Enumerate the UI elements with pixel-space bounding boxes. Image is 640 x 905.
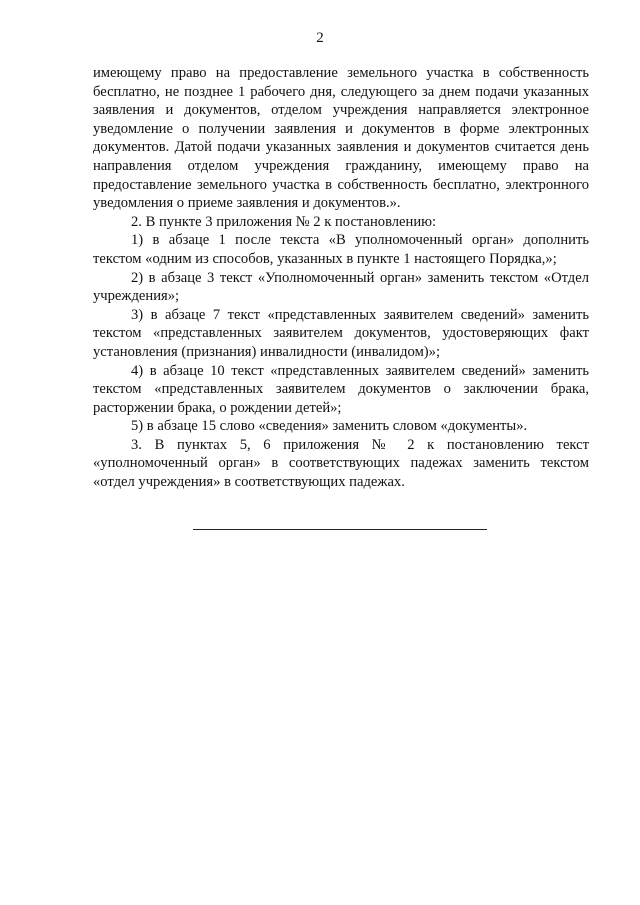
document-body bbox=[93, 64, 589, 492]
paragraph-subitem-4: 4) в абзаце 10 текст «представленных заявителем сведений» заменить текстом «представленных заявителем документов о заключении брака, расторжении брака, о рождении детей»; bbox=[93, 362, 589, 416]
paragraph-continuation: имеющему право на предоставление земельного участка в собственность бесплатно, не позднее 1 рабочего дня, следующего за днем подачи указанных заявления и документов, отделом учреждения направляется электронное уведомление о получении заявления и документов в форме электронных документов. Датой подачи указанных заявления и документов считается день направления отделом учреждения гражданину, имеющему право на предоставление земельного участка в собственность бесплатно, электронного уведомления о приеме заявления и документов.». bbox=[93, 65, 589, 212]
end-of-document-line bbox=[193, 529, 487, 530]
paragraph-subitem-1: 1) в абзаце 1 после текста «В уполномоченный орган» дополнить текстом «одним из способов, указанных в пункте 1 настоящего Порядка,»; bbox=[93, 232, 589, 267]
paragraph-subitem-3: 3) в абзаце 7 текст «представленных заявителем сведений» заменить текстом «представленных заявителем документов, удостоверяющих факт установления (признания) инвалидности (инвалидом)»; bbox=[93, 306, 589, 360]
paragraph-item-3: 3. В пунктах 5, 6 приложения № 2 к постановлению текст «уполномоченный орган» в соответствующих падежах заменить текстом «отдел учреждения» в соответствующих падежах. bbox=[93, 436, 589, 491]
paragraph-subitem-2: 2) в абзаце 3 текст «Уполномоченный орган» заменить текстом «Отдел учреждения»; bbox=[93, 269, 589, 305]
page-number: 2 bbox=[316, 30, 324, 46]
paragraph-item-2: 2. В пункте 3 приложения № 2 к постановлению: bbox=[131, 213, 437, 230]
paragraph-subitem-5: 5) в абзаце 15 слово «сведения» заменить словом «документы». bbox=[131, 418, 528, 435]
